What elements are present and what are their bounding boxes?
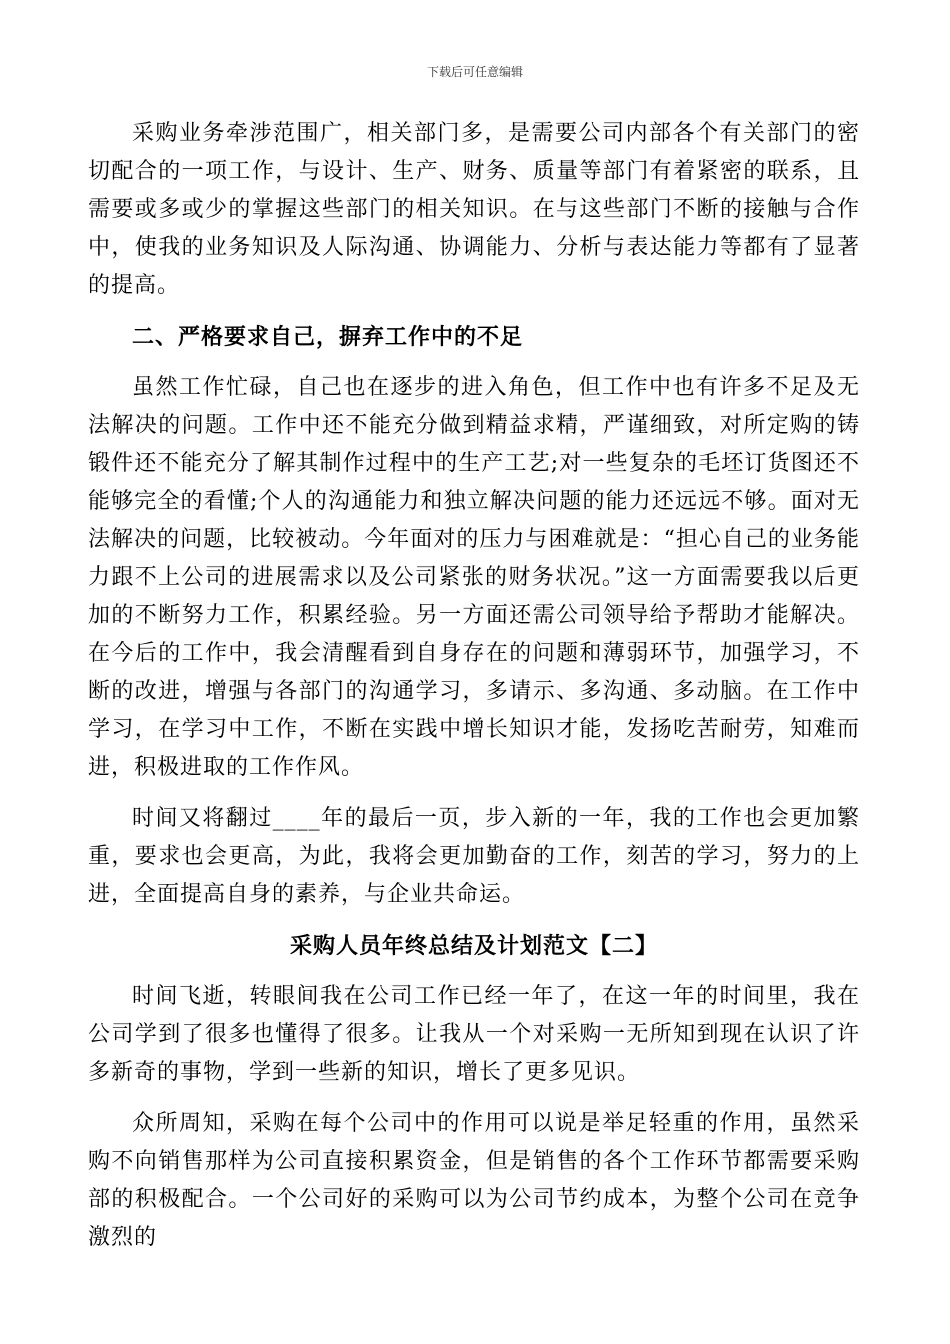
document-title-2: 采购人员年终总结及计划范文【二】: [289, 933, 658, 959]
document-body: [88, 115, 860, 1270]
paragraph-purchasing-scope: 采购业务牵涉范围广，相关部门多，是需要公司内部各个有关部门的密切配合的一项工作，与设计、生产、财务、质量等部门有着紧密的联系，且需要或多或少的掌握这些部门的相关知识。在与这些部门不断的接触与合作中，使我的业务知识及人际沟通、协调能力、分析与表达能力等都有了显著的提高。: [88, 121, 860, 298]
header-note: 下载后可任意编辑: [426, 65, 523, 79]
paragraph-shortcomings: 虽然工作忙碌，自己也在逐步的进入角色，但工作中也有许多不足及无法解决的问题。工作中还不能充分做到精益求精，严谨细致，对所定购的铸锻件还不能充分了解其制作过程中的生产工艺;对一些复杂的毛坯订货图还不能够完全的看懂;个人的沟通能力和独立解决问题的能力还远远不够。面对无法解决的问题，比较被动。今年面对的压力与困难就是：“担心自己的业务能力跟不上公司的进展需求以及公司紧张的财务状况。”这一方面需要我以后更加的不断努力工作，积累经验。另一方面还需公司领导给予帮助才能解决。在今后的工作中，我会清醒看到自身存在的问题和薄弱环节，加强学习，不断的改进，增强与各部门的沟通学习，多请示、多沟通、多动脑。在工作中学习，在学习中工作，不断在实践中增长知识才能，发扬吃苦耐劳，知难而进，积极进取的工作作风。: [88, 375, 860, 780]
paragraph-purchasing-role: 众所周知，采购在每个公司中的作用可以说是举足轻重的作用，虽然采购不向销售那样为公司直接积累资金，但是销售的各个工作环节都需要采购部的积极配合。一个公司好的采购可以为公司节约成本，为整个公司在竞争激烈的: [88, 1111, 860, 1250]
paragraph-new-year: 时间又将翻过____年的最后一页，步入新的一年，我的工作也会更加繁重，要求也会更高，为此，我将会更加勤奋的工作，刻苦的学习，努力的上进，全面提高自身的素养，与企业共命运。: [88, 806, 860, 907]
section-heading-2: 二、严格要求自己，摒弃工作中的不足: [132, 324, 524, 350]
paragraph-time-flies: 时间飞逝，转眼间我在公司工作已经一年了，在这一年的时间里，我在公司学到了很多也懂得了很多。让我从一个对采购一无所知到现在认识了许多新奇的事物，学到一些新的知识，增长了更多见识。: [88, 984, 860, 1085]
